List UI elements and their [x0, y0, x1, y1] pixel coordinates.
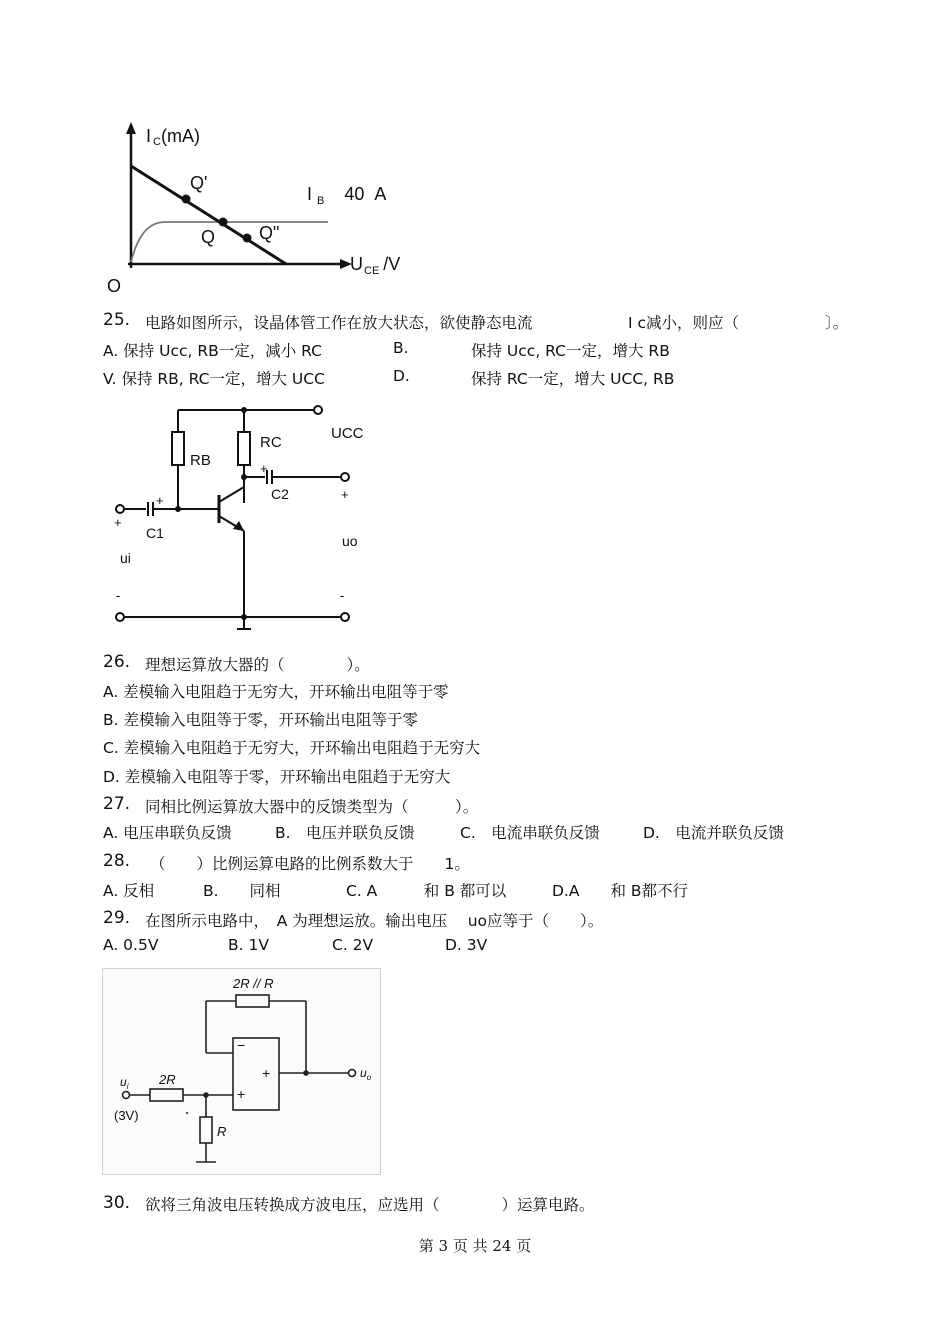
output-minus: -	[340, 588, 345, 603]
rb-resistor	[172, 432, 184, 465]
feedback-resistor-label: 2R // R	[233, 976, 274, 991]
ucc-terminal	[314, 406, 322, 414]
ic-axis-arrow	[126, 122, 136, 134]
point-q-prime	[182, 195, 191, 204]
q25-option-d: 保持 RC一定，增大 UCC, RB	[471, 370, 675, 388]
q28-option-c: C. A 和 B 都可以	[346, 882, 507, 900]
feedback-resistor	[236, 995, 269, 1007]
q30-number: 30.	[103, 1193, 131, 1213]
q25-option-b-label: B.	[393, 339, 409, 357]
page-footer: 第 3 页 共 24 页	[418, 1237, 532, 1255]
ground-resistor-label: R	[217, 1124, 227, 1139]
q25-option-b: 保持 Ucc, RC一定，增大 RB	[471, 342, 670, 360]
q30-stem: 欲将三角波电压转换成方波电压，应选用（ ）运算电路。	[145, 1196, 595, 1214]
uo-label: $u_o$	[360, 1066, 372, 1082]
ib-label: I $_B$ 40 A	[307, 184, 387, 207]
q29-option-a: A. 0.5V	[103, 936, 159, 954]
q27-option-d: D. 电流并联负反馈	[643, 824, 784, 842]
ui-value: (3V)	[114, 1108, 139, 1123]
q-prime-label: Q'	[190, 173, 208, 193]
ui-label: ui	[120, 550, 131, 566]
transistor-collector	[219, 487, 244, 502]
q25-stem-current: I c减小，则应（	[628, 314, 740, 332]
q26-number: 26.	[103, 652, 131, 672]
point-q	[219, 218, 228, 227]
input-resistor-label: 2R	[159, 1072, 176, 1087]
output-node	[349, 1070, 356, 1077]
q29-stem: 在图所示电路中， A 为理想运放。输出电压 uo应等于（ ）。	[145, 912, 604, 930]
q28-option-d: D.A 和 B都不行	[552, 882, 689, 900]
q27-number: 27.	[103, 794, 131, 814]
rc-resistor	[238, 432, 250, 465]
q25-stem: 电路如图所示，设晶体管工作在放大状态，欲使静态电流	[145, 314, 533, 332]
input-resistor	[150, 1089, 183, 1101]
q25-option-d-label: D.	[393, 367, 410, 385]
q-label: Q	[201, 227, 216, 247]
op-amp-circuit	[102, 968, 382, 1176]
ucc-label: UCC	[331, 425, 364, 442]
q25-number: 25.	[103, 310, 131, 330]
rc-label: RC	[260, 434, 282, 451]
q27-option-b: B. 电压并联负反馈	[275, 824, 415, 842]
q28-number: 28.	[103, 851, 131, 871]
output-terminal-bottom	[341, 613, 349, 621]
output-characteristic-figure	[100, 118, 420, 298]
input-terminal-bottom	[116, 613, 124, 621]
q26-option-b: B. 差模输入电阻等于零，开环输出电阻等于零	[103, 711, 418, 729]
q29-option-c: C. 2V	[332, 936, 374, 954]
opamp-minus: −	[237, 1037, 246, 1053]
q29-number: 29.	[103, 908, 131, 928]
q27-option-a: A. 电压串联负反馈	[103, 824, 232, 842]
input-terminal-top	[116, 505, 124, 513]
q29-option-d: D. 3V	[445, 936, 488, 954]
input-minus: -	[116, 588, 121, 603]
c1-label: C1	[146, 525, 164, 541]
q26-option-a: A. 差模输入电阻趋于无穷大，开环输出电阻等于零	[103, 683, 449, 701]
q26-stem: 理想运算放大器的（ ）。	[145, 656, 370, 674]
q27-stem: 同相比例运算放大器中的反馈类型为（ ）。	[145, 798, 479, 816]
rb-label: RB	[190, 452, 211, 469]
q28-stem: （ ）比例运算电路的比例系数大于 1。	[150, 855, 470, 873]
output-terminal-top	[341, 473, 349, 481]
input-node	[123, 1092, 130, 1099]
uo-label: uo	[342, 533, 358, 549]
q29-option-b: B. 1V	[228, 936, 269, 954]
q25-option-a: A. 保持 Ucc, RB一定，减小 RC	[103, 342, 323, 360]
q28-option-a: A. 反相	[103, 882, 155, 900]
q25-stem-end: 〕。	[825, 314, 849, 332]
ic-label: I C(mA)	[146, 126, 200, 148]
q27-option-c: C. 电流串联负反馈	[460, 824, 600, 842]
opamp-plus-right: +	[262, 1065, 271, 1081]
q26-option-d: D. 差模输入电阻等于零，开环输出电阻趋于无穷大	[103, 768, 451, 786]
output-plus: +	[341, 487, 349, 502]
c2-plus: +	[260, 461, 268, 476]
load-line	[131, 166, 286, 264]
uce-label: $U_{CE}$ /V	[350, 254, 401, 277]
opamp-plus-left: +	[237, 1086, 246, 1102]
q26-option-c: C. 差模输入电阻趋于无穷大，开环输出电阻趋于无穷大	[103, 739, 481, 757]
q25-option-c: V. 保持 RB, RC一定，增大 UCC	[103, 370, 325, 388]
common-emitter-circuit	[100, 395, 400, 635]
q28-option-b: B. 同相	[203, 882, 281, 900]
ui-label: $u_i$	[120, 1075, 129, 1091]
origin-label: O	[107, 276, 122, 296]
q-double-prime-label: Q"	[259, 223, 280, 243]
ground-resistor	[200, 1117, 212, 1143]
input-plus: +	[114, 515, 122, 530]
c1-plus: +	[156, 493, 164, 508]
point-q-double-prime	[243, 234, 252, 243]
c2-label: C2	[271, 486, 289, 502]
